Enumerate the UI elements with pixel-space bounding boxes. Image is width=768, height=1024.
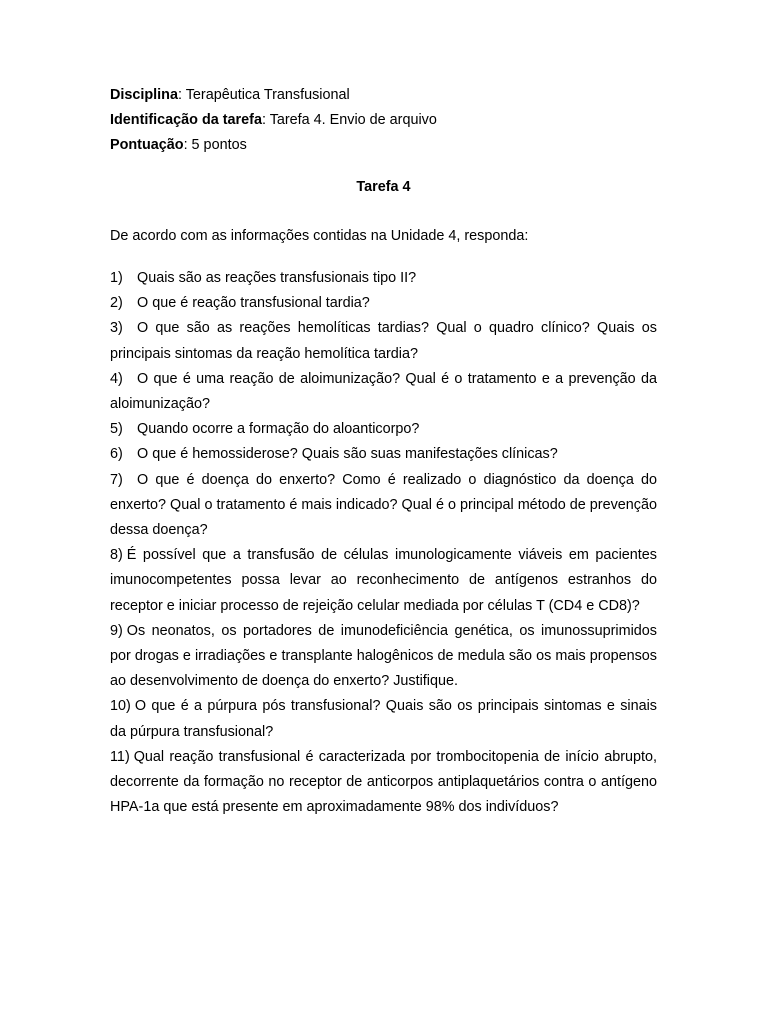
question-number: 8)	[110, 547, 123, 564]
question-number: 11)	[110, 748, 130, 765]
question-item	[110, 316, 657, 366]
document-page	[110, 85, 657, 820]
question-list	[110, 266, 657, 820]
score-label: Pontuação	[110, 137, 184, 153]
intro-text: De acordo com as informações contidas na Unidade 4, responda:	[110, 228, 529, 244]
discipline-label: Disciplina	[110, 87, 178, 103]
question-item	[110, 468, 657, 544]
question-text: Quais são as reações transfusionais tipo II?	[137, 270, 417, 286]
task-id-line	[110, 110, 657, 135]
question-number: 1)	[110, 270, 123, 286]
question-number: 4)	[110, 370, 123, 387]
question-item	[110, 442, 657, 467]
task-id-label: Identificação da tarefa	[110, 112, 262, 128]
score-value: : 5 pontos	[183, 137, 247, 153]
question-item	[110, 266, 657, 291]
question-number: 6)	[110, 446, 123, 463]
question-text: O que é doença do enxerto? Como é realizado o diagnóstico da doença do enxerto? Qual o tratamento é mais indicado? Qual é o principal método de prevenção dessa doença?	[110, 471, 657, 539]
question-number: 7)	[110, 471, 123, 488]
question-text: O que é a púrpura pós transfusional? Quais são os principais sintomas e sinais da púrpura transfusional?	[110, 698, 657, 740]
question-text: O que são as reações hemolíticas tardias? Qual o quadro clínico? Quais os principais sintomas da reação hemolítica tardia?	[110, 320, 657, 362]
discipline-value: : Terapêutica Transfusional	[177, 87, 350, 103]
question-item	[110, 694, 657, 744]
question-item	[110, 417, 657, 442]
task-id-value: : Tarefa 4. Envio de arquivo	[261, 112, 437, 128]
score-line	[110, 135, 657, 160]
question-text: O que é uma reação de aloimunização? Qual é o tratamento e a prevenção da aloimunização?	[110, 370, 657, 413]
question-number: 9)	[110, 622, 123, 639]
question-item	[110, 291, 657, 316]
question-text: Os neonatos, os portadores de imunodeficiência genética, os imunossuprimidos por drogas e irradiações e transplante halogênicos de medula são os mais propensos ao desenvolvimento de doença do enxerto? Justifique.	[110, 622, 657, 690]
question-text: O que é reação transfusional tardia?	[137, 295, 370, 312]
task-title: Tarefa 4	[356, 179, 411, 195]
question-text: O que é hemossiderose? Quais são suas manifestações clínicas?	[137, 446, 558, 463]
question-number: 5)	[110, 421, 123, 438]
question-text: Quando ocorre a formação do aloanticorpo?	[137, 421, 420, 438]
question-text: É possível que a transfusão de células imunologicamente viáveis em pacientes imunocompetentes possa levar ao reconhecimento de antígenos estranhos do receptor e iniciar processo de rejeição celular mediada por células T (CD4 e CD8)?	[110, 547, 657, 614]
question-text: Qual reação transfusional é caracterizada por trombocitopenia de início abrupto, decorrente da formação no receptor de anticorpos antiplaquetários contra o antígeno HPA-1a que está presente em aproximadamente 98% dos indivíduos?	[110, 748, 657, 816]
question-number: 2)	[110, 295, 123, 312]
question-item	[110, 619, 657, 695]
question-item	[110, 543, 657, 619]
question-number: 10)	[110, 698, 131, 715]
question-item	[110, 745, 657, 821]
question-item	[110, 367, 657, 417]
discipline-line	[110, 85, 657, 110]
question-number: 3)	[110, 320, 123, 337]
